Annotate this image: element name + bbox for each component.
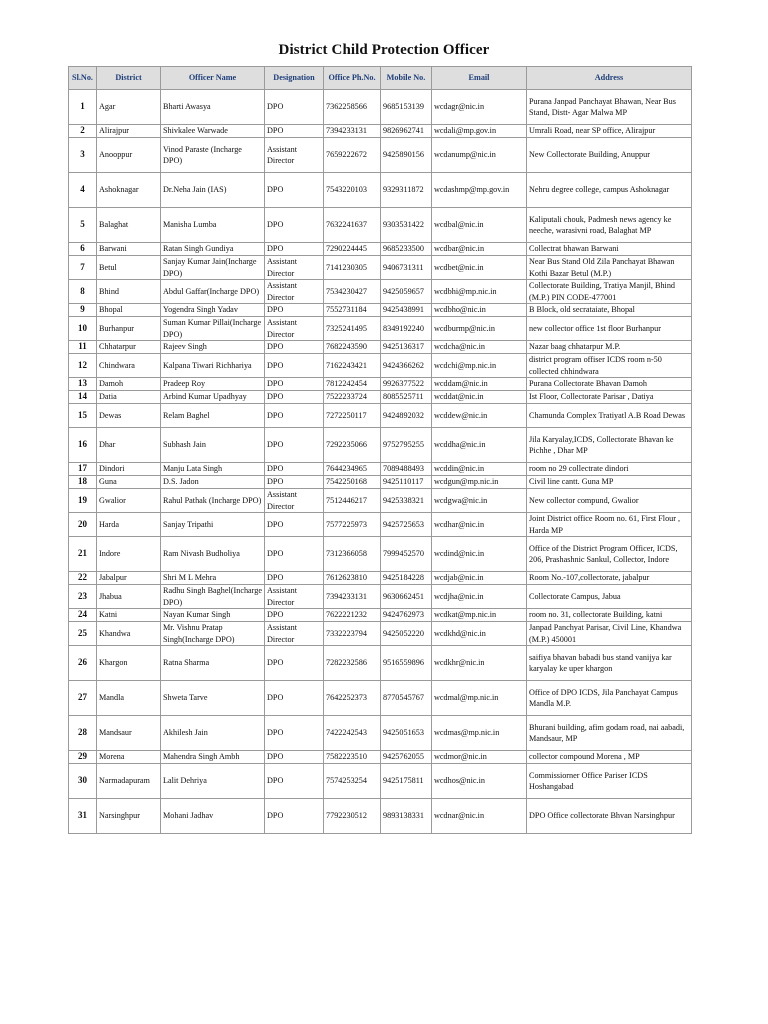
cell-mobile: 9406731311 <box>381 256 432 280</box>
cell-sl-no: 12 <box>69 354 97 378</box>
cell-designation: DPO <box>265 341 324 354</box>
cell-email: wcdkhr@nic.in <box>432 646 527 681</box>
cell-office-phone: 7534230427 <box>324 280 381 304</box>
table-row <box>69 173 692 208</box>
cell-address: New collector compund, Gwalior <box>527 489 692 513</box>
table-row <box>69 243 692 256</box>
cell-sl-no: 18 <box>69 476 97 489</box>
column-header-officer-name: Officer Name <box>161 67 265 90</box>
cell-designation: DPO <box>265 243 324 256</box>
cell-district: Narsinghpur <box>97 799 161 834</box>
cell-email: wcdbet@nic.in <box>432 256 527 280</box>
cell-designation: DPO <box>265 173 324 208</box>
cell-sl-no: 31 <box>69 799 97 834</box>
cell-email: wcdkat@mp.nic.in <box>432 609 527 622</box>
cell-designation: Assistant Director <box>265 622 324 646</box>
cell-designation: Assistant Director <box>265 280 324 304</box>
cell-officer-name: Shri M L Mehra <box>161 572 265 585</box>
cell-address: B Block, old secrataiate, Bhopal <box>527 304 692 317</box>
cell-mobile: 9425338321 <box>381 489 432 513</box>
table-row <box>69 125 692 138</box>
cell-address: Collectrat bhawan Barwani <box>527 243 692 256</box>
cell-officer-name: Subhash Jain <box>161 428 265 463</box>
cell-district: Katni <box>97 609 161 622</box>
cell-officer-name: Nayan Kumar Singh <box>161 609 265 622</box>
cell-office-phone: 7612623810 <box>324 572 381 585</box>
officer-table <box>68 66 692 834</box>
table-row <box>69 799 692 834</box>
cell-email: wcdburmp@nic.in <box>432 317 527 341</box>
cell-email: wcdanump@nic.in <box>432 138 527 173</box>
cell-email: wcddha@nic.in <box>432 428 527 463</box>
cell-address: district program offiser ICDS room n-50 collected chhindwara <box>527 354 692 378</box>
cell-designation: DPO <box>265 428 324 463</box>
cell-mobile: 9425184228 <box>381 572 432 585</box>
cell-email: wcdmas@mp.nic.in <box>432 716 527 751</box>
cell-designation: DPO <box>265 304 324 317</box>
cell-email: wcddat@nic.in <box>432 391 527 404</box>
cell-email: wcddam@nic.in <box>432 378 527 391</box>
cell-office-phone: 7812242454 <box>324 378 381 391</box>
cell-officer-name: Abdul Gaffar(Incharge DPO) <box>161 280 265 304</box>
cell-district: Bhopal <box>97 304 161 317</box>
cell-officer-name: Shivkalee Warwade <box>161 125 265 138</box>
cell-designation: DPO <box>265 716 324 751</box>
cell-office-phone: 7574253254 <box>324 764 381 799</box>
cell-designation: DPO <box>265 90 324 125</box>
cell-sl-no: 3 <box>69 138 97 173</box>
cell-sl-no: 5 <box>69 208 97 243</box>
cell-office-phone: 7325241495 <box>324 317 381 341</box>
cell-officer-name: Relam Baghel <box>161 404 265 428</box>
table-row <box>69 90 692 125</box>
cell-designation: DPO <box>265 208 324 243</box>
cell-sl-no: 7 <box>69 256 97 280</box>
cell-email: wcdind@nic.in <box>432 537 527 572</box>
cell-designation: DPO <box>265 354 324 378</box>
table-header-row <box>69 67 692 90</box>
cell-designation: DPO <box>265 572 324 585</box>
cell-mobile: 9425051653 <box>381 716 432 751</box>
cell-officer-name: Ratan Singh Gundiya <box>161 243 265 256</box>
cell-mobile: 9425136317 <box>381 341 432 354</box>
cell-mobile: 9425052220 <box>381 622 432 646</box>
cell-office-phone: 7394233131 <box>324 125 381 138</box>
cell-address: Ist Floor, Collectorate Parisar , Datiya <box>527 391 692 404</box>
cell-office-phone: 7312366058 <box>324 537 381 572</box>
cell-officer-name: Mahendra Singh Ambh <box>161 751 265 764</box>
cell-district: Khandwa <box>97 622 161 646</box>
cell-officer-name: Manju Lata Singh <box>161 463 265 476</box>
cell-office-phone: 7577225973 <box>324 513 381 537</box>
cell-designation: DPO <box>265 537 324 572</box>
table-row <box>69 378 692 391</box>
column-header-office-phone: Office Ph.No. <box>324 67 381 90</box>
table-row <box>69 341 692 354</box>
cell-address: Collectorate Campus, Jabua <box>527 585 692 609</box>
cell-office-phone: 7290224445 <box>324 243 381 256</box>
cell-address: collector compound Morena , MP <box>527 751 692 764</box>
cell-mobile: 8085525711 <box>381 391 432 404</box>
cell-district: Betul <box>97 256 161 280</box>
cell-mobile: 8770545767 <box>381 681 432 716</box>
cell-email: wcdbar@nic.in <box>432 243 527 256</box>
cell-office-phone: 7282232586 <box>324 646 381 681</box>
column-header-email: Email <box>432 67 527 90</box>
cell-officer-name: Mr. Vishnu Pratap Singh(Incharge DPO) <box>161 622 265 646</box>
cell-officer-name: Ram Nivash Budholiya <box>161 537 265 572</box>
cell-sl-no: 26 <box>69 646 97 681</box>
cell-sl-no: 24 <box>69 609 97 622</box>
cell-email: wcdmor@nic.in <box>432 751 527 764</box>
cell-sl-no: 16 <box>69 428 97 463</box>
table-row <box>69 489 692 513</box>
cell-mobile: 9424366262 <box>381 354 432 378</box>
cell-officer-name: Shweta Tarve <box>161 681 265 716</box>
cell-sl-no: 11 <box>69 341 97 354</box>
cell-officer-name: Manisha Lumba <box>161 208 265 243</box>
cell-office-phone: 7792230512 <box>324 799 381 834</box>
cell-mobile: 9425762055 <box>381 751 432 764</box>
cell-district: Gwalior <box>97 489 161 513</box>
cell-mobile: 9630662451 <box>381 585 432 609</box>
cell-designation: Assistant Director <box>265 256 324 280</box>
cell-address: Jila Karyalay,ICDS, Collectorate Bhavan ke Pichhe , Dhar MP <box>527 428 692 463</box>
cell-mobile: 9752795255 <box>381 428 432 463</box>
cell-address: Office of the District Program Officer, ICDS, 206, Prashashnic Sankul, Collector, Indore <box>527 537 692 572</box>
cell-designation: Assistant Director <box>265 489 324 513</box>
cell-address: Purana Janpad Panchayat Bhawan, Near Bus Stand, Distt- Agar Malwa MP <box>527 90 692 125</box>
cell-district: Agar <box>97 90 161 125</box>
cell-district: Bhind <box>97 280 161 304</box>
cell-email: wcdbhi@mp.nic.in <box>432 280 527 304</box>
table-row <box>69 138 692 173</box>
table-row <box>69 572 692 585</box>
cell-sl-no: 19 <box>69 489 97 513</box>
cell-office-phone: 7362258566 <box>324 90 381 125</box>
cell-office-phone: 7682243590 <box>324 341 381 354</box>
cell-sl-no: 13 <box>69 378 97 391</box>
cell-designation: Assistant Director <box>265 317 324 341</box>
cell-sl-no: 22 <box>69 572 97 585</box>
column-header-designation: Designation <box>265 67 324 90</box>
cell-office-phone: 7512446217 <box>324 489 381 513</box>
cell-address: new collector office 1st floor Burhanpur <box>527 317 692 341</box>
cell-sl-no: 29 <box>69 751 97 764</box>
cell-email: wcdjha@nic.in <box>432 585 527 609</box>
cell-district: Burhanpur <box>97 317 161 341</box>
cell-mobile: 7999452570 <box>381 537 432 572</box>
cell-sl-no: 30 <box>69 764 97 799</box>
cell-email: wcdagr@nic.in <box>432 90 527 125</box>
cell-office-phone: 7332223794 <box>324 622 381 646</box>
cell-designation: DPO <box>265 764 324 799</box>
cell-address: Bhurani building, afim godam road, nai aabadi, Mandsaur, MP <box>527 716 692 751</box>
cell-district: Anooppur <box>97 138 161 173</box>
cell-designation: Assistant Director <box>265 585 324 609</box>
cell-office-phone: 7543220103 <box>324 173 381 208</box>
cell-office-phone: 7582223510 <box>324 751 381 764</box>
column-header-district: District <box>97 67 161 90</box>
cell-district: Damoh <box>97 378 161 391</box>
cell-officer-name: Bharti Awasya <box>161 90 265 125</box>
cell-mobile: 9329311872 <box>381 173 432 208</box>
table-row <box>69 764 692 799</box>
cell-address: Civil line cantt. Guna MP <box>527 476 692 489</box>
cell-officer-name: Dr.Neha Jain (IAS) <box>161 173 265 208</box>
cell-office-phone: 7632241637 <box>324 208 381 243</box>
cell-office-phone: 7422242543 <box>324 716 381 751</box>
cell-mobile: 7089488493 <box>381 463 432 476</box>
cell-office-phone: 7141230305 <box>324 256 381 280</box>
cell-district: Jabalpur <box>97 572 161 585</box>
cell-office-phone: 7272250117 <box>324 404 381 428</box>
cell-officer-name: Rajeev Singh <box>161 341 265 354</box>
table-row <box>69 622 692 646</box>
cell-officer-name: Radhu Singh Baghel(Incharge DPO) <box>161 585 265 609</box>
cell-district: Datia <box>97 391 161 404</box>
cell-office-phone: 7622221232 <box>324 609 381 622</box>
cell-sl-no: 25 <box>69 622 97 646</box>
cell-sl-no: 14 <box>69 391 97 404</box>
cell-office-phone: 7642252373 <box>324 681 381 716</box>
cell-email: wcdgun@mp.nic.in <box>432 476 527 489</box>
cell-sl-no: 6 <box>69 243 97 256</box>
cell-mobile: 9425175811 <box>381 764 432 799</box>
cell-district: Narmadapuram <box>97 764 161 799</box>
table-row <box>69 646 692 681</box>
cell-sl-no: 23 <box>69 585 97 609</box>
cell-sl-no: 28 <box>69 716 97 751</box>
cell-email: wcdhar@nic.in <box>432 513 527 537</box>
cell-sl-no: 15 <box>69 404 97 428</box>
column-header-mobile: Mobile No. <box>381 67 432 90</box>
cell-officer-name: Kalpana Tiwari Richhariya <box>161 354 265 378</box>
cell-address: DPO Office collectorate Bhvan Narsinghpur <box>527 799 692 834</box>
cell-sl-no: 10 <box>69 317 97 341</box>
table-row <box>69 391 692 404</box>
cell-address: Room No.-107,collectorate, jabalpur <box>527 572 692 585</box>
cell-address: Kaliputali chouk, Padmesh news agency ke neeche, warasivni road, Balaghat MP <box>527 208 692 243</box>
cell-address: Commissiorner Office Pariser ICDS Hoshangabad <box>527 764 692 799</box>
cell-district: Dhar <box>97 428 161 463</box>
cell-district: Ashoknagar <box>97 173 161 208</box>
cell-district: Morena <box>97 751 161 764</box>
cell-designation: DPO <box>265 609 324 622</box>
cell-email: wcdnar@nic.in <box>432 799 527 834</box>
cell-office-phone: 7292235066 <box>324 428 381 463</box>
column-header-sl-no: Sl.No. <box>69 67 97 90</box>
cell-district: Barwani <box>97 243 161 256</box>
cell-sl-no: 8 <box>69 280 97 304</box>
cell-officer-name: Sanjay Tripathi <box>161 513 265 537</box>
cell-email: wcdgwa@nic.in <box>432 489 527 513</box>
page-title: District Child Protection Officer <box>278 42 490 58</box>
cell-email: wcdjab@nic.in <box>432 572 527 585</box>
cell-officer-name: Sanjay Kumar Jain(Incharge DPO) <box>161 256 265 280</box>
cell-mobile: 9685153139 <box>381 90 432 125</box>
cell-email: wcdcha@nic.in <box>432 341 527 354</box>
cell-address: Nehru degree college, campus Ashoknagar <box>527 173 692 208</box>
cell-officer-name: D.S. Jadon <box>161 476 265 489</box>
cell-officer-name: Suman Kumar Pillai(Incharge DPO) <box>161 317 265 341</box>
table-row <box>69 354 692 378</box>
cell-officer-name: Ratna Sharma <box>161 646 265 681</box>
cell-email: wcdali@mp.gov.in <box>432 125 527 138</box>
table-row <box>69 280 692 304</box>
table-row <box>69 404 692 428</box>
cell-mobile: 9516559896 <box>381 646 432 681</box>
cell-district: Guna <box>97 476 161 489</box>
cell-sl-no: 17 <box>69 463 97 476</box>
table-row <box>69 609 692 622</box>
cell-mobile: 9685233500 <box>381 243 432 256</box>
cell-office-phone: 7542250168 <box>324 476 381 489</box>
cell-designation: DPO <box>265 391 324 404</box>
cell-office-phone: 7659222672 <box>324 138 381 173</box>
cell-officer-name: Arbind Kumar Upadhyay <box>161 391 265 404</box>
cell-sl-no: 27 <box>69 681 97 716</box>
cell-address: Office of DPO ICDS, Jila Panchayat Campus Mandla M.P. <box>527 681 692 716</box>
cell-officer-name: Rahul Pathak (Incharge DPO) <box>161 489 265 513</box>
cell-officer-name: Yogendra Singh Yadav <box>161 304 265 317</box>
cell-officer-name: Vinod Paraste (Incharge DPO) <box>161 138 265 173</box>
cell-address: Near Bus Stand Old Zila Panchayat Bhawan Kothi Bazar Betul (M.P.) <box>527 256 692 280</box>
cell-sl-no: 4 <box>69 173 97 208</box>
cell-designation: DPO <box>265 463 324 476</box>
cell-email: wcdkhd@nic.in <box>432 622 527 646</box>
cell-email: wcdbal@nic.in <box>432 208 527 243</box>
table-row <box>69 681 692 716</box>
table-row <box>69 716 692 751</box>
cell-address: room no 29 collectrate dindori <box>527 463 692 476</box>
cell-address: Nazar baag chhatarpur M.P. <box>527 341 692 354</box>
table-row <box>69 208 692 243</box>
cell-mobile: 9425725653 <box>381 513 432 537</box>
cell-office-phone: 7162243421 <box>324 354 381 378</box>
cell-address: Collectorate Building, Tratiya Manjil, Bhind (M.P.) PIN CODE-477001 <box>527 280 692 304</box>
cell-district: Khargon <box>97 646 161 681</box>
cell-designation: DPO <box>265 404 324 428</box>
table-body <box>69 90 692 834</box>
cell-designation: DPO <box>265 751 324 764</box>
cell-sl-no: 1 <box>69 90 97 125</box>
cell-email: wcddin@nic.in <box>432 463 527 476</box>
cell-district: Chindwara <box>97 354 161 378</box>
cell-designation: Assistant Director <box>265 138 324 173</box>
cell-office-phone: 7644234965 <box>324 463 381 476</box>
cell-email: wcdbho@nic.in <box>432 304 527 317</box>
cell-mobile: 9926377522 <box>381 378 432 391</box>
cell-address: Purana Collectorate Bhavan Damoh <box>527 378 692 391</box>
table-row <box>69 317 692 341</box>
cell-officer-name: Lalit Dehriya <box>161 764 265 799</box>
cell-email: wcddew@nic.in <box>432 404 527 428</box>
table-row <box>69 428 692 463</box>
cell-designation: DPO <box>265 125 324 138</box>
cell-officer-name: Pradeep Roy <box>161 378 265 391</box>
table-row <box>69 304 692 317</box>
cell-mobile: 9303531422 <box>381 208 432 243</box>
cell-district: Mandsaur <box>97 716 161 751</box>
cell-district: Chhatarpur <box>97 341 161 354</box>
cell-designation: DPO <box>265 476 324 489</box>
cell-district: Dewas <box>97 404 161 428</box>
cell-sl-no: 21 <box>69 537 97 572</box>
table-row <box>69 476 692 489</box>
cell-mobile: 9425890156 <box>381 138 432 173</box>
cell-mobile: 9425059657 <box>381 280 432 304</box>
cell-district: Mandla <box>97 681 161 716</box>
cell-designation: DPO <box>265 513 324 537</box>
cell-mobile: 9893138331 <box>381 799 432 834</box>
column-header-address: Address <box>527 67 692 90</box>
cell-mobile: 9425110117 <box>381 476 432 489</box>
cell-email: wcdchi@mp.nic.in <box>432 354 527 378</box>
cell-address: Chamunda Complex Tratiyatl A.B Road Dewas <box>527 404 692 428</box>
cell-email: wcdhos@nic.in <box>432 764 527 799</box>
cell-mobile: 9424762973 <box>381 609 432 622</box>
table-row <box>69 513 692 537</box>
cell-email: wcdashmp@mp.gov.in <box>432 173 527 208</box>
cell-office-phone: 7394233131 <box>324 585 381 609</box>
cell-mobile: 8349192240 <box>381 317 432 341</box>
cell-designation: DPO <box>265 646 324 681</box>
table-row <box>69 256 692 280</box>
cell-mobile: 9826962741 <box>381 125 432 138</box>
cell-office-phone: 7552731184 <box>324 304 381 317</box>
cell-address: Janpad Panchyat Parisar, Civil Line, Khandwa (M.P.) 450001 <box>527 622 692 646</box>
table-row <box>69 751 692 764</box>
cell-district: Jhabua <box>97 585 161 609</box>
cell-officer-name: Akhilesh Jain <box>161 716 265 751</box>
cell-email: wcdmal@mp.nic.in <box>432 681 527 716</box>
cell-address: saifiya bhavan babadi bus stand vanijya kar karyalay ke uper khargon <box>527 646 692 681</box>
cell-address: Umrali Road, near SP office, Alirajpur <box>527 125 692 138</box>
cell-district: Harda <box>97 513 161 537</box>
cell-district: Indore <box>97 537 161 572</box>
table-row <box>69 463 692 476</box>
table-row <box>69 537 692 572</box>
cell-district: Dindori <box>97 463 161 476</box>
table-row <box>69 585 692 609</box>
cell-sl-no: 2 <box>69 125 97 138</box>
cell-district: Alirajpur <box>97 125 161 138</box>
cell-officer-name: Mohani Jadhav <box>161 799 265 834</box>
cell-address: room no. 31, collectorate Building, katni <box>527 609 692 622</box>
cell-designation: DPO <box>265 681 324 716</box>
cell-office-phone: 7522233724 <box>324 391 381 404</box>
cell-address: New Collectorate Building, Anuppur <box>527 138 692 173</box>
cell-sl-no: 9 <box>69 304 97 317</box>
cell-designation: DPO <box>265 799 324 834</box>
cell-address: Joint District office Room no. 61, First Flour , Harda MP <box>527 513 692 537</box>
cell-designation: DPO <box>265 378 324 391</box>
cell-mobile: 9425438991 <box>381 304 432 317</box>
cell-district: Balaghat <box>97 208 161 243</box>
cell-mobile: 9424892032 <box>381 404 432 428</box>
cell-sl-no: 20 <box>69 513 97 537</box>
